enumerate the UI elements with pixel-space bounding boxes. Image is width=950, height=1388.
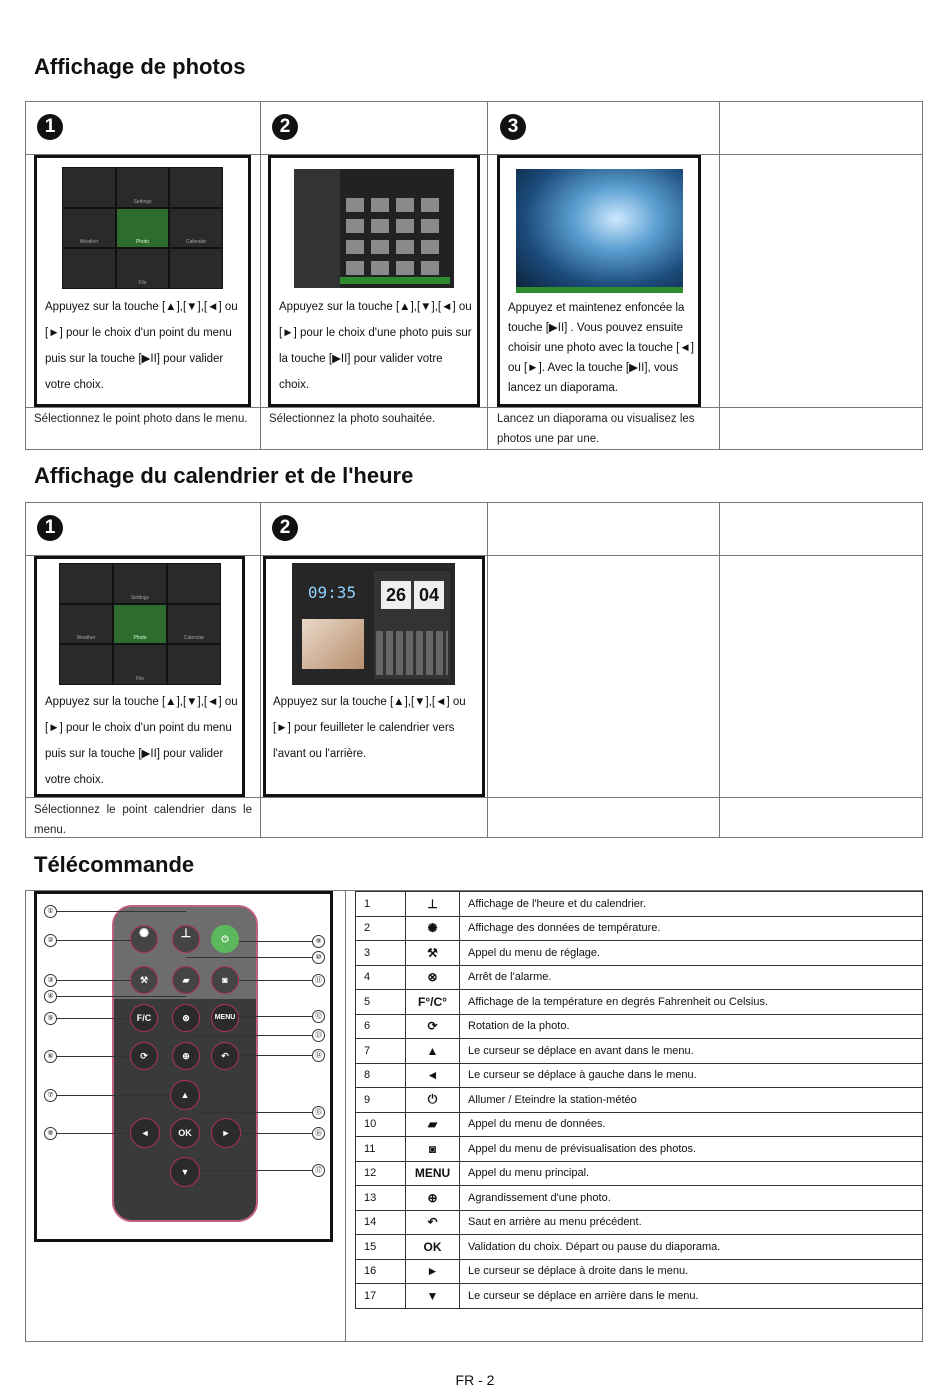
file-button[interactable]: ▰ <box>172 966 200 994</box>
down-button[interactable]: ▼ <box>170 1157 200 1187</box>
zoom-button[interactable]: ⊕ <box>172 1042 200 1070</box>
row-description: Le curseur se déplace à gauche dans le menu. <box>460 1063 923 1088</box>
row-key-icon: ⚒ <box>406 941 460 966</box>
row-description: Le curseur se déplace en arrière dans le menu. <box>460 1284 923 1309</box>
row-description: Validation du choix. Départ ou pause du diaporama. <box>460 1235 923 1260</box>
row-description: Affichage de la température en degrés Fahrenheit ou Celsius. <box>460 990 923 1015</box>
callout-7: ⑦ <box>44 1089 57 1102</box>
table-row <box>356 1161 923 1186</box>
row-number: 5 <box>356 990 406 1015</box>
menu-screen-2 <box>59 563 221 685</box>
row-description: Affichage des données de température. <box>460 916 923 941</box>
remote-key-table <box>355 891 923 1309</box>
row-number: 6 <box>356 1014 406 1039</box>
row-description: Appel du menu de prévisualisation des photos. <box>460 1137 923 1162</box>
row-description: Affichage de l'heure et du calendrier. <box>460 892 923 917</box>
calendar-month: 04 <box>414 581 444 609</box>
row-number: 12 <box>356 1161 406 1186</box>
row-key-icon: MENU <box>406 1161 460 1186</box>
up-button[interactable]: ▲ <box>170 1080 200 1110</box>
row-number: 14 <box>356 1210 406 1235</box>
callout-12: ⑫ <box>312 1010 325 1023</box>
table-row <box>356 1063 923 1088</box>
weather-button[interactable]: ✺ <box>130 925 158 953</box>
row-key-icon: ⊥ <box>406 892 460 917</box>
callout-15: ⑮ <box>312 1106 325 1119</box>
row-number: 2 <box>356 916 406 941</box>
callout-10: ⑩ <box>312 951 325 964</box>
row-number: 11 <box>356 1137 406 1162</box>
table-row <box>356 1210 923 1235</box>
fc-button[interactable]: F/C <box>130 1004 158 1032</box>
row-description: Le curseur se déplace à droite dans le menu. <box>460 1259 923 1284</box>
tile-label: Weather <box>76 635 96 641</box>
menu-screen <box>62 167 223 289</box>
row-number: 4 <box>356 965 406 990</box>
slideshow-screen <box>516 169 683 293</box>
photo-button[interactable]: ◙ <box>211 966 239 994</box>
row-key-icon: ▲ <box>406 1039 460 1064</box>
calendar-section-title: Affichage du calendrier et de l'heure <box>34 463 414 488</box>
clock-display: 09:35 <box>307 583 357 602</box>
table-row <box>356 965 923 990</box>
settings-button[interactable]: ⚒ <box>130 966 158 994</box>
tile-label: Photo <box>133 635 147 641</box>
row-key-icon: ⊕ <box>406 1186 460 1211</box>
callout-9: ⑨ <box>312 935 325 948</box>
table-row <box>356 1137 923 1162</box>
rotate-button[interactable]: ⟳ <box>130 1042 158 1070</box>
photo-step-3-text: Appuyez et maintenez enfoncée la touche [▶II] . Vous pouvez ensuite choisir une photo avec la touche [◄] ou [►]. Avec la touche [▶II], vous lancez un diaporama. <box>508 302 694 394</box>
tile-label: File <box>135 676 145 682</box>
row-key-icon: ⏻ <box>406 1088 460 1113</box>
calendar-screen <box>292 563 455 685</box>
row-description: Appel du menu principal. <box>460 1161 923 1186</box>
row-description: Appel du menu de données. <box>460 1112 923 1137</box>
table-row <box>356 1235 923 1260</box>
tile-label: File <box>138 280 147 286</box>
cal-step-number-2: 2 <box>272 515 298 541</box>
row-number: 16 <box>356 1259 406 1284</box>
step-number-1: 1 <box>37 114 63 140</box>
cal-step-number-1: 1 <box>37 515 63 541</box>
step-number-3: 3 <box>500 114 526 140</box>
callout-14: ⑭ <box>312 1049 325 1062</box>
callout-16: ⑯ <box>312 1127 325 1140</box>
row-key-icon: ◙ <box>406 1137 460 1162</box>
tile-label: Photo <box>135 239 150 245</box>
row-number: 15 <box>356 1235 406 1260</box>
callout-4: ④ <box>44 990 57 1003</box>
alarm-button[interactable]: ⊗ <box>172 1004 200 1032</box>
row-number: 3 <box>356 941 406 966</box>
photo-step-2-text: Appuyez sur la touche [▲],[▼],[◄] ou [►] pour le choix d'une photo puis sur la touche [▶II] pour valider votre choix. <box>279 301 472 391</box>
row-key-icon: ⟳ <box>406 1014 460 1039</box>
callout-1: ① <box>44 905 57 918</box>
callout-13: ⑬ <box>312 1029 325 1042</box>
table-row <box>356 1112 923 1137</box>
photos-section-title: Affichage de photos <box>34 54 246 79</box>
table-row <box>356 1014 923 1039</box>
remote-section-title: Télécommande <box>34 852 195 877</box>
cal-caption-1: Sélectionnez le point calendrier dans le menu. <box>34 804 252 836</box>
row-number: 10 <box>356 1112 406 1137</box>
row-description: Rotation de la photo. <box>460 1014 923 1039</box>
row-number: 9 <box>356 1088 406 1113</box>
right-button[interactable]: ► <box>211 1118 241 1148</box>
row-number: 7 <box>356 1039 406 1064</box>
row-description: Allumer / Eteindre la station-météo <box>460 1088 923 1113</box>
table-row <box>356 990 923 1015</box>
table-row <box>356 1259 923 1284</box>
table-row <box>356 1039 923 1064</box>
tile-label: Calendar <box>183 635 205 641</box>
callout-17: ⑰ <box>312 1164 325 1177</box>
callout-11: ⑪ <box>312 974 325 987</box>
tile-label: Weather <box>79 239 99 245</box>
calendar-day: 26 <box>381 581 411 609</box>
row-number: 13 <box>356 1186 406 1211</box>
photo-grid-screen <box>294 169 454 288</box>
row-number: 1 <box>356 892 406 917</box>
photo-step-1-text: Appuyez sur la touche [▲],[▼],[◄] ou [►] pour le choix d'un point du menu puis sur la touche [▶II] pour valider votre choix. <box>45 301 238 391</box>
menu-button[interactable]: MENU <box>211 1004 239 1032</box>
row-key-icon: ▰ <box>406 1112 460 1137</box>
row-key-icon: ► <box>406 1259 460 1284</box>
row-number: 8 <box>356 1063 406 1088</box>
table-row <box>356 941 923 966</box>
callout-2: ② <box>44 934 57 947</box>
tile-label: Settings <box>133 199 152 205</box>
table-row <box>356 1186 923 1211</box>
time-button[interactable]: ⊥ <box>172 925 200 953</box>
row-description: Le curseur se déplace en avant dans le menu. <box>460 1039 923 1064</box>
table-row <box>356 1284 923 1309</box>
ok-button[interactable]: OK <box>170 1118 200 1148</box>
row-key-icon: ⊗ <box>406 965 460 990</box>
power-button[interactable]: ⏻ <box>211 925 239 953</box>
tile-label: Calendar <box>185 239 207 245</box>
row-key-icon: F°/C° <box>406 990 460 1015</box>
step-number-2: 2 <box>272 114 298 140</box>
tile-label: Settings <box>130 595 150 601</box>
left-button[interactable]: ◄ <box>130 1118 160 1148</box>
table-row <box>356 916 923 941</box>
row-description: Appel du menu de réglage. <box>460 941 923 966</box>
table-row <box>356 1088 923 1113</box>
row-key-icon: ◄ <box>406 1063 460 1088</box>
callout-3: ③ <box>44 974 57 987</box>
callout-6: ⑥ <box>44 1050 57 1063</box>
row-key-icon: ↶ <box>406 1210 460 1235</box>
row-number: 17 <box>356 1284 406 1309</box>
page-footer: FR - 2 <box>455 1372 495 1388</box>
photo-caption-3: Lancez un diaporama ou visualisez les photos une par une. <box>497 413 695 445</box>
table-row <box>356 892 923 917</box>
photo-caption-2: Sélectionnez la photo souhaitée. <box>269 413 436 425</box>
row-key-icon: OK <box>406 1235 460 1260</box>
row-key-icon: ▼ <box>406 1284 460 1309</box>
return-button[interactable]: ↶ <box>211 1042 239 1070</box>
cal-step-2-text: Appuyez sur la touche [▲],[▼],[◄] ou [►] pour feuilleter le calendrier vers l'avant ou l'arrière. <box>273 696 466 760</box>
row-description: Arrêt de l'alarme. <box>460 965 923 990</box>
row-description: Saut en arrière au menu précédent. <box>460 1210 923 1235</box>
photo-caption-1: Sélectionnez le point photo dans le menu. <box>34 413 248 425</box>
callout-8: ⑧ <box>44 1127 57 1140</box>
cal-step-1-text: Appuyez sur la touche [▲],[▼],[◄] ou [►] pour le choix d'un point du menu puis sur la touche [▶II] pour valider votre choix. <box>45 696 238 786</box>
row-description: Agrandissement d'une photo. <box>460 1186 923 1211</box>
callout-5: ⑤ <box>44 1012 57 1025</box>
row-key-icon: ✺ <box>406 916 460 941</box>
